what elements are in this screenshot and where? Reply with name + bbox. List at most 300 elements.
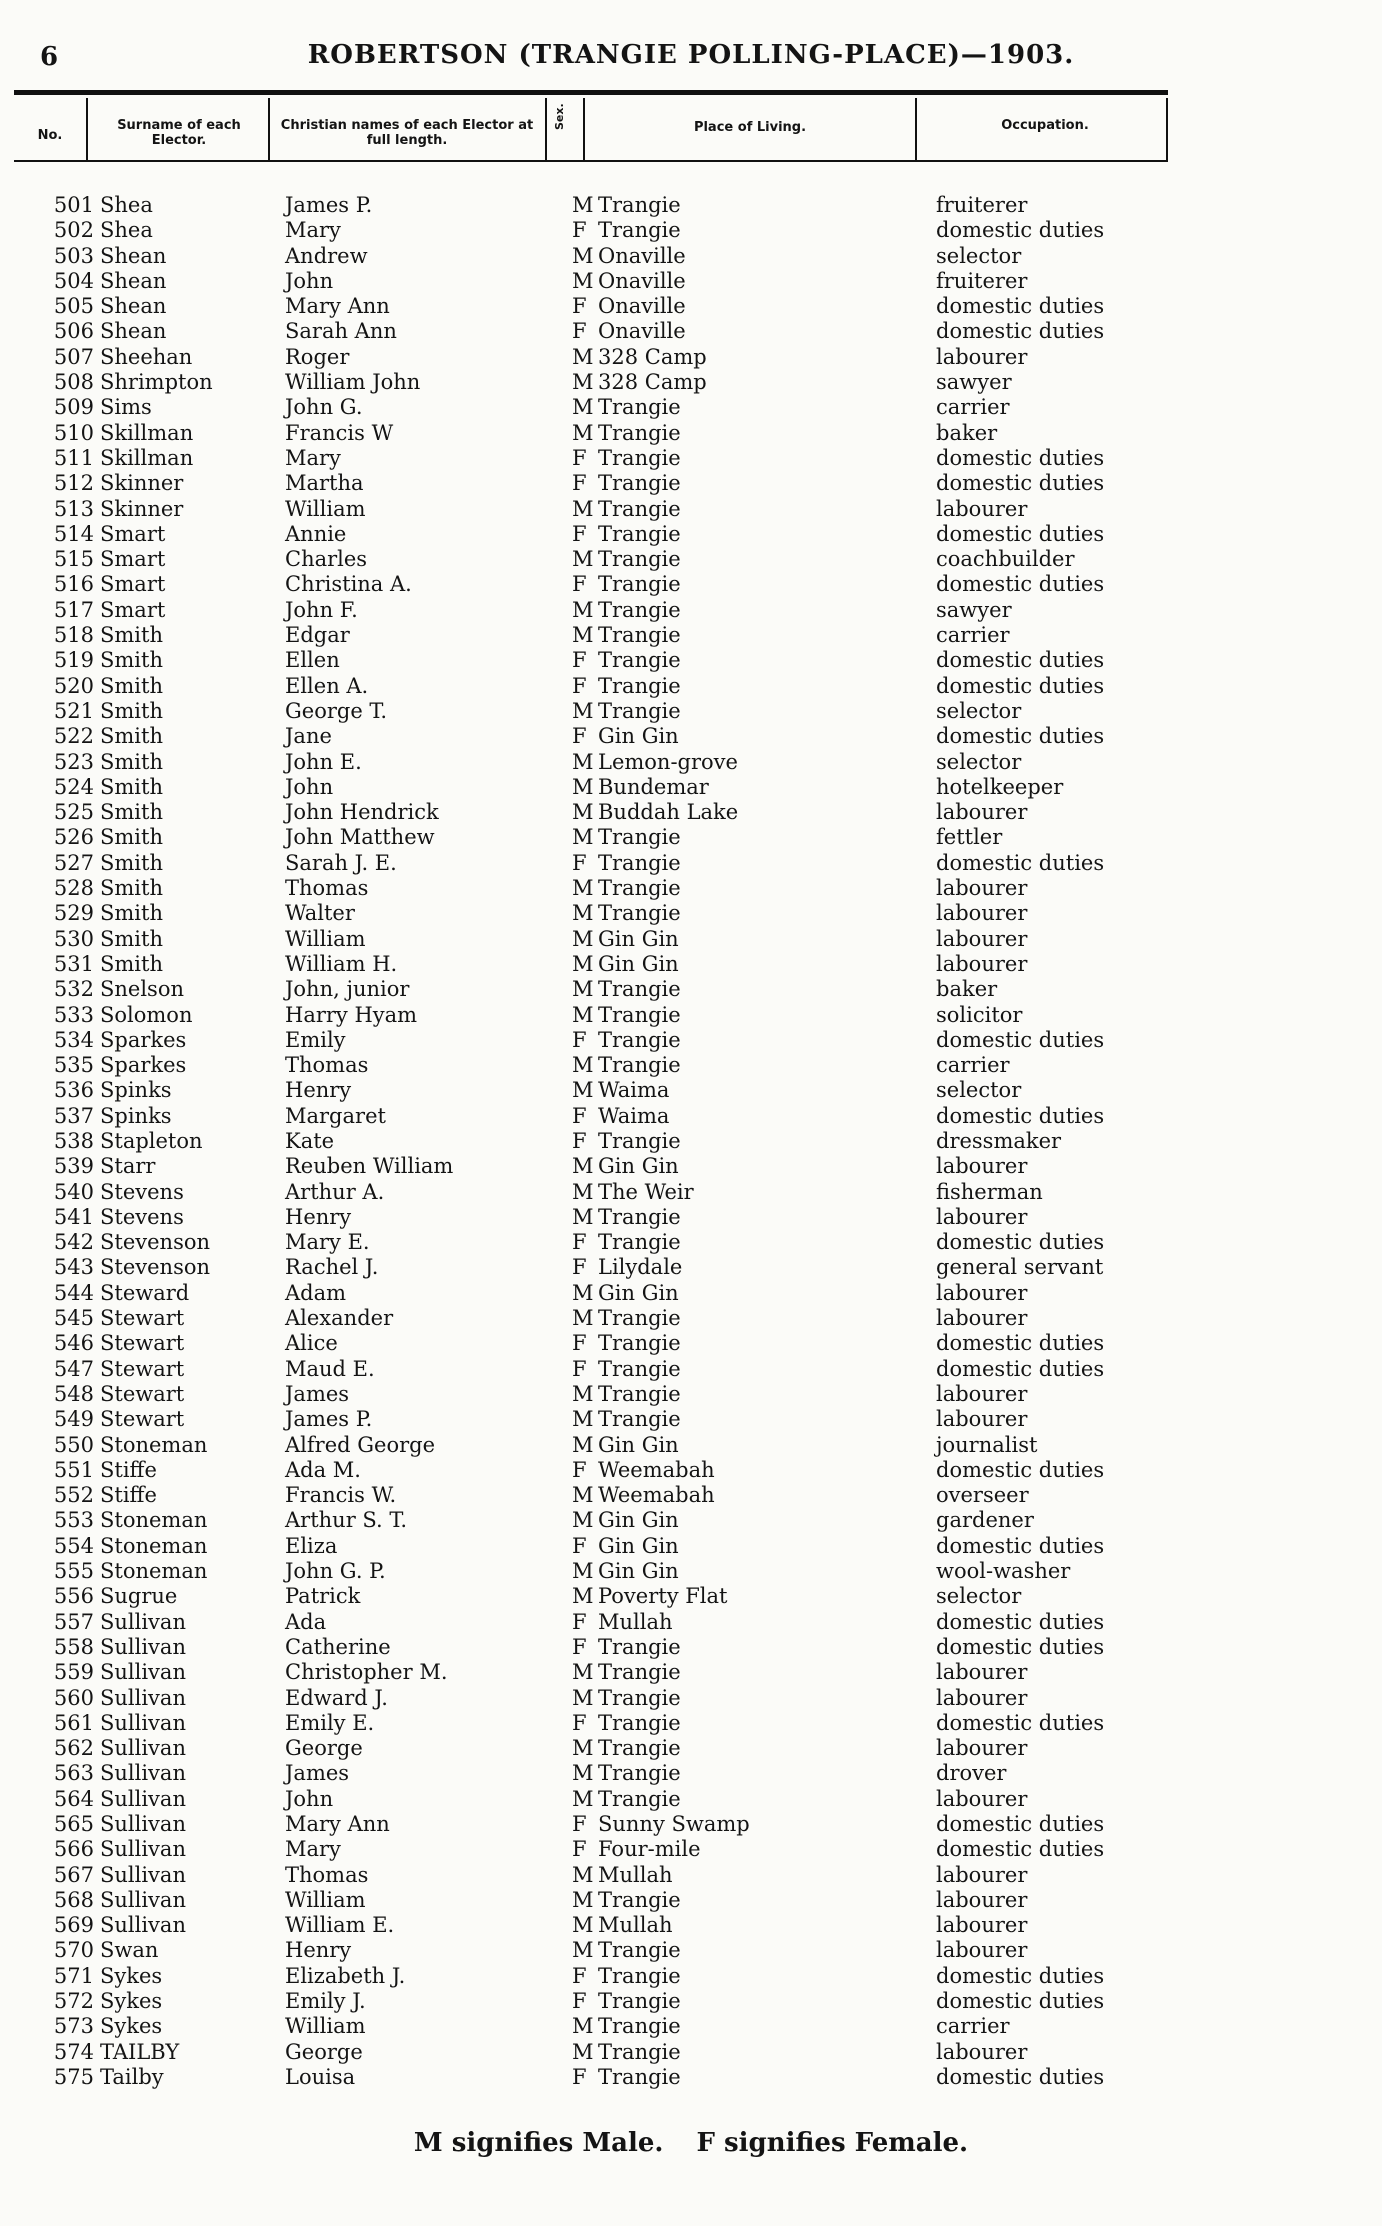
elector-place: Trangie [598, 395, 681, 420]
table-row [0, 345, 1382, 370]
elector-place: Trangie [598, 1128, 681, 1153]
col-header-sex: Sex. [553, 103, 566, 130]
elector-occupation: labourer [936, 1862, 1028, 1887]
elector-place: Trangie [598, 698, 681, 723]
elector-sex: M [572, 825, 594, 850]
table-row [0, 1888, 1382, 1913]
elector-number: 561 [53, 1710, 94, 1735]
elector-sex: M [572, 2039, 594, 2064]
column-divider [86, 98, 88, 160]
elector-sex: M [572, 1559, 594, 1584]
table-row [0, 1711, 1382, 1736]
elector-sex: M [572, 926, 594, 951]
elector-place: Mullah [598, 1913, 673, 1938]
elector-occupation: domestic duties [936, 1989, 1105, 2014]
elector-christian-names: Sarah Ann [285, 319, 397, 344]
table-row [0, 1635, 1382, 1660]
elector-christian-names: Arthur S. T. [285, 1508, 407, 1533]
elector-occupation: labourer [936, 1306, 1028, 1331]
elector-place: Waima [598, 1103, 670, 1128]
elector-christian-names: Annie [285, 521, 347, 546]
elector-surname: Sparkes [100, 1053, 187, 1078]
table-row [0, 1230, 1382, 1255]
table-row [0, 294, 1382, 319]
elector-place: Trangie [598, 1989, 681, 2014]
header-rule-bottom [14, 160, 1168, 162]
elector-surname: Solomon [100, 1002, 193, 1027]
elector-occupation: domestic duties [936, 1457, 1105, 1482]
elector-occupation: carrier [936, 1053, 1010, 1078]
elector-surname: Skillman [100, 420, 194, 445]
elector-sex: F [572, 218, 587, 243]
elector-occupation: selector [936, 243, 1022, 268]
elector-sex: M [572, 1078, 594, 1103]
elector-sex: M [572, 1381, 594, 1406]
elector-place: Trangie [598, 1230, 681, 1255]
elector-surname: Stevens [100, 1204, 184, 1229]
elector-christian-names: James [285, 1381, 350, 1406]
elector-occupation: labourer [936, 1407, 1028, 1432]
elector-sex: M [572, 1154, 594, 1179]
elector-surname: Shean [100, 319, 167, 344]
elector-christian-names: Catherine [285, 1634, 391, 1659]
elector-sex: M [572, 1786, 594, 1811]
elector-christian-names: Mary [285, 218, 341, 243]
elector-christian-names: Emily E. [285, 1710, 375, 1735]
elector-place: Trangie [598, 1407, 681, 1432]
elector-place: The Weir [598, 1179, 694, 1204]
elector-surname: Swan [100, 1938, 159, 1963]
elector-number: 571 [53, 1963, 94, 1988]
elector-place: Trangie [598, 901, 681, 926]
elector-sex: M [572, 1736, 594, 1761]
elector-place: Trangie [598, 521, 681, 546]
table-row [0, 1938, 1382, 1963]
elector-christian-names: Andrew [285, 243, 368, 268]
elector-occupation: wool-washer [936, 1559, 1071, 1584]
elector-occupation: gardener [936, 1508, 1034, 1533]
elector-number: 507 [53, 344, 94, 369]
elector-number: 540 [53, 1179, 94, 1204]
elector-number: 562 [53, 1736, 94, 1761]
elector-number: 553 [53, 1508, 94, 1533]
elector-place: Gin Gin [598, 724, 679, 749]
elector-christian-names: Christopher M. [285, 1660, 448, 1685]
table-row [0, 1837, 1382, 1862]
elector-sex: M [572, 1306, 594, 1331]
elector-number: 538 [53, 1128, 94, 1153]
elector-sex: M [572, 268, 594, 293]
elector-christian-names: Mary [285, 1837, 341, 1862]
elector-occupation: overseer [936, 1483, 1029, 1508]
elector-sex: M [572, 774, 594, 799]
elector-occupation: labourer [936, 1887, 1028, 1912]
elector-sex: M [572, 597, 594, 622]
elector-occupation: labourer [936, 1685, 1028, 1710]
elector-occupation: labourer [936, 800, 1028, 825]
elector-number: 503 [53, 243, 94, 268]
elector-occupation: sawyer [936, 597, 1012, 622]
elector-place: Gin Gin [598, 951, 679, 976]
table-row [0, 1205, 1382, 1230]
elector-surname: Smith [100, 951, 163, 976]
elector-occupation: domestic duties [936, 1837, 1105, 1862]
elector-christian-names: Jane [285, 724, 332, 749]
elector-christian-names: Walter [285, 901, 355, 926]
elector-christian-names: John [285, 268, 334, 293]
table-row [0, 927, 1382, 952]
table-row [0, 1028, 1382, 1053]
elector-place: Trangie [598, 2014, 681, 2039]
elector-christian-names: Margaret [285, 1103, 386, 1128]
elector-sex: M [572, 876, 594, 901]
elector-sex: M [572, 698, 594, 723]
elector-number: 572 [53, 1989, 94, 2014]
elector-sex: F [572, 1230, 587, 1255]
elector-occupation: domestic duties [936, 294, 1105, 319]
elector-occupation: labourer [936, 1280, 1028, 1305]
elector-occupation: baker [936, 420, 998, 445]
elector-number: 525 [53, 800, 94, 825]
elector-christian-names: Charles [285, 547, 368, 572]
elector-christian-names: Thomas [285, 876, 369, 901]
elector-christian-names: Mary E. [285, 1230, 370, 1255]
elector-number: 569 [53, 1913, 94, 1938]
elector-place: Poverty Flat [598, 1584, 728, 1609]
elector-christian-names: Ada [285, 1609, 327, 1634]
elector-place: Trangie [598, 1938, 681, 1963]
table-row [0, 1483, 1382, 1508]
table-row [0, 1584, 1382, 1609]
elector-number: 528 [53, 876, 94, 901]
elector-place: Trangie [598, 1053, 681, 1078]
table-row [0, 1812, 1382, 1837]
elector-sex: M [572, 1862, 594, 1887]
elector-occupation: domestic duties [936, 724, 1105, 749]
table-row [0, 1331, 1382, 1356]
elector-surname: Smith [100, 800, 163, 825]
elector-surname: Smith [100, 648, 163, 673]
elector-christian-names: Alexander [285, 1306, 394, 1331]
legend-footer [0, 2128, 1382, 2158]
elector-sex: F [572, 648, 587, 673]
elector-place: Onaville [598, 319, 686, 344]
elector-sex: M [572, 1280, 594, 1305]
elector-sex: M [572, 395, 594, 420]
elector-occupation: domestic duties [936, 1027, 1105, 1052]
elector-number: 573 [53, 2014, 94, 2039]
elector-number: 570 [53, 1938, 94, 1963]
elector-occupation: labourer [936, 1154, 1028, 1179]
elector-surname: Shean [100, 294, 167, 319]
elector-surname: Sullivan [100, 1837, 186, 1862]
elector-place: Gin Gin [598, 1280, 679, 1305]
elector-sex: F [572, 1331, 587, 1356]
elector-place: Mullah [598, 1862, 673, 1887]
table-row [0, 244, 1382, 269]
table-row [0, 1003, 1382, 1028]
elector-surname: Spinks [100, 1078, 172, 1103]
elector-christian-names: Edward J. [285, 1685, 388, 1710]
elector-occupation: domestic duties [936, 1710, 1105, 1735]
elector-sex: M [572, 1432, 594, 1457]
elector-place: Trangie [598, 471, 681, 496]
elector-number: 559 [53, 1660, 94, 1685]
table-row [0, 269, 1382, 294]
elector-number: 566 [53, 1837, 94, 1862]
elector-sex: M [572, 344, 594, 369]
elector-sex: F [572, 1710, 587, 1735]
table-row [0, 1989, 1382, 2014]
elector-number: 533 [53, 1002, 94, 1027]
elector-occupation: solicitor [936, 1002, 1023, 1027]
elector-sex: M [572, 1483, 594, 1508]
page-title: ROBERTSON (TRANGIE POLLING-PLACE)—1903. [307, 40, 1075, 70]
table-row [0, 193, 1382, 218]
elector-sex: F [572, 521, 587, 546]
col-header-surname: Surname of each Elector. [117, 118, 241, 148]
elector-surname: Stevens [100, 1179, 184, 1204]
elector-place: Lemon-grove [598, 749, 738, 774]
elector-number: 575 [53, 2064, 94, 2089]
elector-sex: M [572, 800, 594, 825]
elector-christian-names: George T. [285, 698, 388, 723]
table-row [0, 1964, 1382, 1989]
table-row [0, 699, 1382, 724]
elector-surname: Snelson [100, 977, 184, 1002]
table-row [0, 1686, 1382, 1711]
elector-number: 542 [53, 1230, 94, 1255]
elector-occupation: labourer [936, 2039, 1028, 2064]
elector-surname: Smart [100, 547, 166, 572]
elector-surname: Sykes [100, 2014, 163, 2039]
elector-place: Trangie [598, 876, 681, 901]
elector-sex: M [572, 977, 594, 1002]
elector-sex: F [572, 471, 587, 496]
elector-surname: Smith [100, 724, 163, 749]
elector-number: 508 [53, 370, 94, 395]
elector-number: 509 [53, 395, 94, 420]
elector-occupation: labourer [936, 1204, 1028, 1229]
elector-sex: F [572, 1634, 587, 1659]
table-row [0, 1736, 1382, 1761]
elector-christian-names: Francis W [285, 420, 394, 445]
table-row [0, 1433, 1382, 1458]
table-row [0, 825, 1382, 850]
elector-christian-names: William John [285, 370, 421, 395]
elector-christian-names: Martha [285, 471, 364, 496]
table-row [0, 1078, 1382, 1103]
table-row [0, 1559, 1382, 1584]
elector-sex: F [572, 1837, 587, 1862]
elector-occupation: sawyer [936, 370, 1012, 395]
elector-christian-names: Ellen [285, 648, 340, 673]
elector-surname: Stiffe [100, 1483, 157, 1508]
elector-christian-names: Mary Ann [285, 294, 390, 319]
elector-place: Trangie [598, 1204, 681, 1229]
elector-number: 524 [53, 774, 94, 799]
elector-number: 501 [53, 193, 94, 217]
table-row [0, 547, 1382, 572]
elector-christian-names: James P. [285, 193, 373, 217]
elector-place: Trangie [598, 572, 681, 597]
elector-surname: Steward [100, 1280, 190, 1305]
elector-place: Gin Gin [598, 1154, 679, 1179]
elector-number: 512 [53, 471, 94, 496]
elector-christian-names: Emily [285, 1027, 346, 1052]
table-row [0, 1660, 1382, 1685]
elector-surname: Smart [100, 597, 166, 622]
elector-occupation: fruiterer [936, 268, 1028, 293]
elector-number: 516 [53, 572, 94, 597]
table-row [0, 2040, 1382, 2065]
elector-christian-names: Edgar [285, 623, 350, 648]
elector-sex: F [572, 724, 587, 749]
elector-christian-names: John G. [285, 395, 363, 420]
table-row [0, 497, 1382, 522]
table-row [0, 1180, 1382, 1205]
elector-christian-names: Thomas [285, 1053, 369, 1078]
elector-christian-names: John G. P. [285, 1559, 386, 1584]
elector-christian-names: John Hendrick [285, 800, 439, 825]
elector-number: 565 [53, 1812, 94, 1836]
elector-number: 517 [53, 597, 94, 622]
elector-occupation: domestic duties [936, 319, 1105, 344]
elector-surname: Stiffe [100, 1457, 157, 1482]
elector-sex: M [572, 1508, 594, 1533]
elector-surname: Sullivan [100, 1887, 186, 1912]
elector-occupation: domestic duties [936, 1103, 1105, 1128]
elector-number: 530 [53, 926, 94, 951]
elector-number: 536 [53, 1078, 94, 1103]
table-row [0, 1306, 1382, 1331]
elector-christian-names: Sarah J. E. [285, 850, 397, 875]
elector-surname: Stapleton [100, 1128, 203, 1153]
col-header-place: Place of Living. [693, 120, 807, 135]
elector-number: 546 [53, 1331, 94, 1356]
elector-place: Trangie [598, 1786, 681, 1811]
elector-number: 531 [53, 951, 94, 976]
elector-surname: Stewart [100, 1407, 185, 1432]
elector-surname: Shea [100, 193, 153, 217]
elector-christian-names: James [285, 1761, 350, 1786]
elector-number: 520 [53, 673, 94, 698]
elector-place: Trangie [598, 850, 681, 875]
elector-christian-names: William [285, 2014, 366, 2039]
elector-number: 526 [53, 825, 94, 850]
elector-christian-names: Thomas [285, 1862, 369, 1887]
elector-christian-names: Roger [285, 344, 350, 369]
table-row [0, 446, 1382, 471]
elector-sex: M [572, 496, 594, 521]
elector-sex: M [572, 1685, 594, 1710]
elector-place: Waima [598, 1078, 670, 1103]
elector-place: Trangie [598, 445, 681, 470]
elector-number: 502 [53, 218, 94, 243]
elector-christian-names: Adam [285, 1280, 347, 1305]
elector-number: 506 [53, 319, 94, 344]
elector-place: Trangie [598, 1027, 681, 1052]
elector-occupation: carrier [936, 2014, 1010, 2039]
elector-occupation: labourer [936, 1736, 1028, 1761]
elector-number: 557 [53, 1609, 94, 1634]
elector-surname: Sullivan [100, 1634, 186, 1659]
elector-sex: F [572, 1609, 587, 1634]
table-row [0, 471, 1382, 496]
elector-occupation: labourer [936, 926, 1028, 951]
elector-occupation: domestic duties [936, 1331, 1105, 1356]
elector-place: Weemabah [598, 1457, 715, 1482]
elector-sex: M [572, 1938, 594, 1963]
elector-surname: Shean [100, 268, 167, 293]
elector-sex: M [572, 1913, 594, 1938]
elector-number: 539 [53, 1154, 94, 1179]
elector-number: 560 [53, 1685, 94, 1710]
elector-occupation: domestic duties [936, 1609, 1105, 1634]
elector-christian-names: Elizabeth J. [285, 1963, 406, 1988]
elector-surname: Stewart [100, 1381, 185, 1406]
elector-place: Trangie [598, 977, 681, 1002]
table-row [0, 800, 1382, 825]
elector-place: Trangie [598, 1887, 681, 1912]
elector-surname: Sheehan [100, 344, 193, 369]
elector-occupation: fettler [936, 825, 1003, 850]
elector-occupation: labourer [936, 951, 1028, 976]
elector-surname: Stoneman [100, 1559, 208, 1584]
table-row [0, 1255, 1382, 1280]
table-row [0, 218, 1382, 243]
elector-christian-names: Maud E. [285, 1356, 375, 1381]
elector-occupation: selector [936, 698, 1022, 723]
elector-sex: M [572, 1002, 594, 1027]
elector-surname: Stoneman [100, 1508, 208, 1533]
table-row [0, 1534, 1382, 1559]
elector-christian-names: James P. [285, 1407, 373, 1432]
elector-place: Trangie [598, 193, 681, 217]
table-row [0, 977, 1382, 1002]
elector-place: Trangie [598, 2064, 681, 2089]
elector-number: 518 [53, 623, 94, 648]
table-row [0, 1281, 1382, 1306]
table-row [0, 1104, 1382, 1129]
table-row [0, 1382, 1382, 1407]
elector-place: Gin Gin [598, 1533, 679, 1558]
elector-place: Trangie [598, 1634, 681, 1659]
elector-place: Bundemar [598, 774, 709, 799]
table-row [0, 674, 1382, 699]
table-row [0, 1407, 1382, 1432]
elector-sex: F [572, 1356, 587, 1381]
elector-number: 511 [53, 445, 94, 470]
table-row [0, 1610, 1382, 1635]
elector-sex: F [572, 294, 587, 319]
col-header-no: No. [37, 128, 63, 143]
elector-occupation: drover [936, 1761, 1007, 1786]
elector-occupation: domestic duties [936, 1963, 1105, 1988]
elector-surname: Skinner [100, 496, 184, 521]
elector-christian-names: Henry [285, 1938, 352, 1963]
elector-occupation: domestic duties [936, 2064, 1105, 2089]
elector-christian-names: John [285, 774, 334, 799]
table-row [0, 1863, 1382, 1888]
col-header-occupation: Occupation. [1001, 118, 1089, 133]
table-row [0, 1053, 1382, 1078]
elector-occupation: domestic duties [936, 1356, 1105, 1381]
elector-christian-names: Arthur A. [285, 1179, 385, 1204]
elector-sex: F [572, 572, 587, 597]
elector-christian-names: Reuben William [285, 1154, 454, 1179]
table-row [0, 1787, 1382, 1812]
